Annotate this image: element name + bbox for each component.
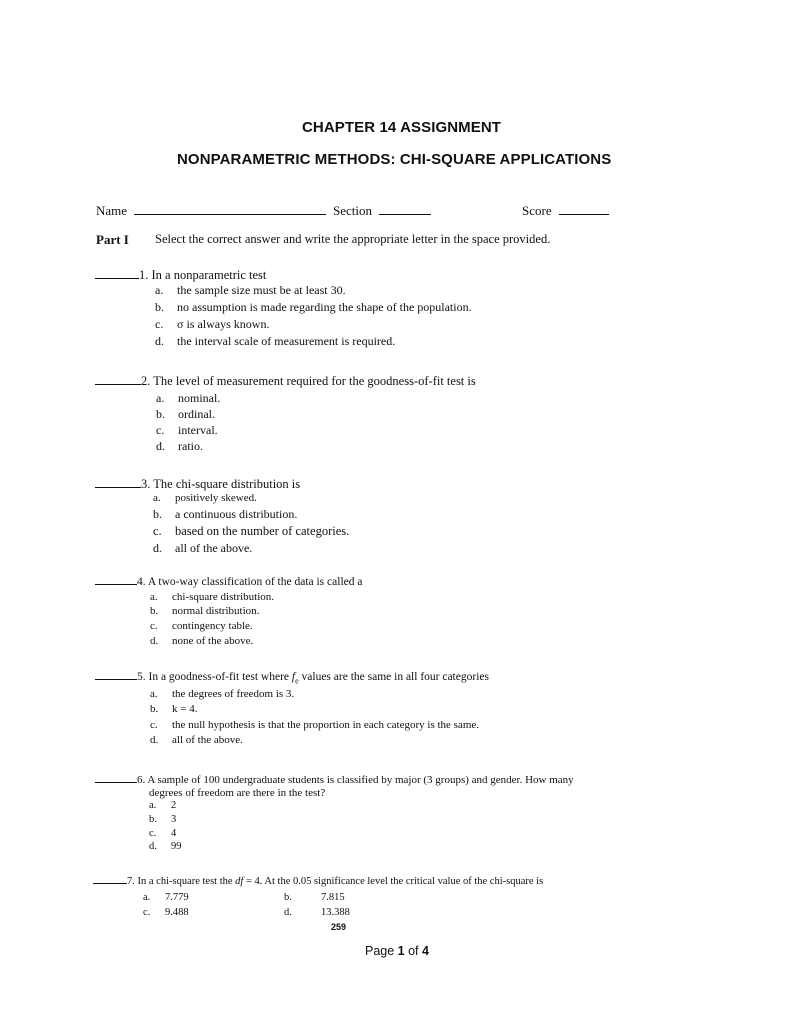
question-text: In a nonparametric test [151, 268, 267, 282]
chapter-title: CHAPTER 14 ASSIGNMENT [302, 119, 502, 136]
q2-option-c: c. interval. [156, 423, 218, 437]
name-label: Name [96, 203, 128, 218]
question-text: The chi-square distribution is [153, 477, 301, 491]
question-number: 4. [137, 576, 146, 588]
question-number: 5. [137, 671, 146, 683]
q3-option-c: c. based on the number of categories. [153, 524, 350, 538]
q2-option-a: a. nominal. [156, 391, 221, 405]
question-text: In a goodness-of-fit test where $f_e$ values are the same in all four categories [148, 671, 489, 686]
q2-option-d: d. ratio. [156, 439, 203, 453]
section-label: Section [333, 203, 372, 218]
total-pages: 4 [422, 944, 429, 958]
part-instructions: Select the correct answer and write the appropriate letter in the space provided. [155, 232, 551, 246]
question-number: 2. [141, 374, 151, 388]
answer-blank-2 [95, 384, 141, 385]
q3-option-d: d. all of the above. [153, 541, 253, 555]
answer-blank-7 [93, 883, 127, 884]
question-1 [95, 268, 266, 283]
q5-option-c: c. the null hypothesis is that the proportion in each category is the same. [150, 719, 480, 731]
subtitle: NONPARAMETRIC METHODS: CHI-SQUARE APPLICATIONS [177, 151, 612, 168]
question-number: 1. [139, 268, 149, 282]
q1-option-d: d. the interval scale of measurement is required. [155, 334, 396, 348]
answer-blank-5 [95, 679, 137, 680]
q6-option-b: b. 3 [149, 814, 177, 825]
q4-option-d: d. none of the above. [150, 635, 254, 647]
q5-option-d: d. all of the above. [150, 734, 243, 746]
q6-option-a: a. 2 [149, 800, 177, 811]
q1-option-a: a. the sample size must be at least 30. [155, 283, 346, 297]
printed-page-number: 259 [331, 922, 347, 932]
question-number: 3. [141, 477, 151, 491]
question-2 [95, 374, 476, 389]
name-field [96, 203, 326, 219]
q5-option-a: a. the degrees of freedom is 3. [150, 688, 295, 700]
q1-option-b: b. no assumption is made regarding the shape of the population. [155, 300, 472, 314]
q6-option-c: c. 4 [149, 828, 177, 839]
q2-option-b: b. ordinal. [156, 407, 215, 421]
q4-option-a: a. chi-square distribution. [150, 591, 275, 603]
question-7 [93, 876, 543, 887]
answer-blank-3 [95, 487, 141, 488]
question-text: A two-way classification of the data is called a [147, 576, 363, 588]
section-blank [379, 214, 431, 215]
q7-option-b: b. 7.815 [284, 892, 345, 903]
q7-option-c: c. 9.488 [143, 907, 189, 918]
q7-option-d: d. 13.388 [284, 907, 350, 918]
answer-blank-4 [95, 584, 137, 585]
q3-option-b: b. a continuous distribution. [153, 507, 298, 521]
q7-option-a: a. 7.779 [143, 892, 189, 903]
answer-blank-6 [95, 782, 137, 783]
question-6 [95, 774, 574, 786]
current-page: 1 [397, 944, 405, 958]
q5-option-b: b. k = 4. [150, 703, 198, 715]
part-label: Part I [96, 232, 129, 247]
question-number: 7. [127, 876, 135, 887]
question-6-line-2: degrees of freedom are there in the test? [149, 787, 326, 799]
name-blank [134, 214, 326, 215]
question-5 [95, 671, 489, 685]
q4-option-b: b. normal distribution. [150, 605, 260, 617]
score-blank [559, 214, 609, 215]
page-footer: Page 1 of 4 [365, 944, 429, 958]
answer-blank-1 [95, 278, 139, 279]
score-label: Score [522, 203, 552, 218]
question-text: The level of measurement required for the goodness-of-fit test is [153, 374, 476, 388]
question-text-line-1: A sample of 100 undergraduate students is classified by major (3 groups) and gender. How many [147, 774, 574, 786]
score-field [522, 203, 609, 219]
question-number: 6. [137, 774, 146, 786]
question-3 [95, 477, 300, 492]
question-text: In a chi-square test the df = 4. At the 0.05 significance level the critical value of the chi-square is [137, 876, 544, 887]
question-4 [95, 576, 362, 588]
section-field [333, 203, 431, 219]
q1-option-c: c. σ is always known. [155, 317, 270, 331]
q6-option-d: d. 99 [149, 841, 182, 852]
q4-option-c: c. contingency table. [150, 620, 253, 632]
q3-option-a: a. positively skewed. [153, 492, 257, 504]
